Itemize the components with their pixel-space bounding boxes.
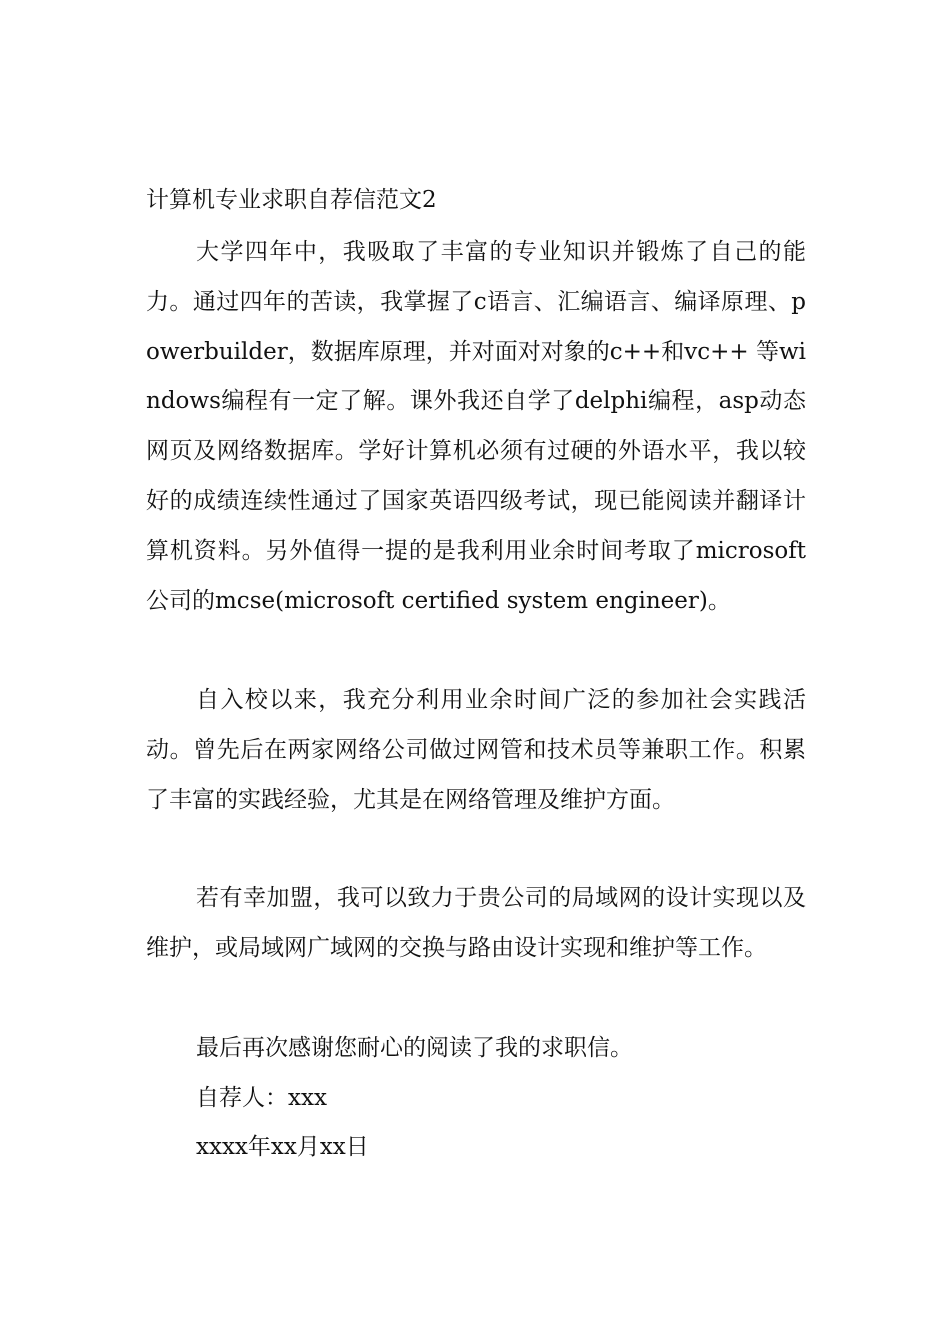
paragraph-goal: 若有幸加盟，我可以致力于贵公司的局域网的设计实现以及维护，或局域网广域网的交换与路由设计实现和维护等工作。 (146, 885, 806, 961)
paragraph-education: 大学四年中，我吸取了丰富的专业知识并锻炼了自己的能力。通过四年的苦读，我掌握了c语言、汇编语言、编译原理、powerbuilder，数据库原理，并对面对对象的c++和vc++ 等windows编程有一定了解。课外我还自学了delphi编程，asp动态网页及网络数据库。学好计算机必须有过硬的外语水平，我以较好的成绩连续性通过了国家英语四级考试，现已能阅读并翻译计算机资料。另外值得一提的是我利用业余时间考取了microsoft 公司的mcse(microsoft certified system engineer)。 (146, 239, 806, 614)
document-title: 计算机专业求职自荐信范文2 (146, 187, 437, 213)
date-line: xxxx年xx月xx日 (196, 1134, 369, 1160)
signer-line: 自荐人：xxx (196, 1085, 327, 1111)
closing-line: 最后再次感谢您耐心的阅读了我的求职信。 (196, 1035, 633, 1061)
paragraph-practice: 自入校以来，我充分利用业余时间广泛的参加社会实践活动。曾先后在两家网络公司做过网管和技术员等兼职工作。积累了丰富的实践经验，尤其是在网络管理及维护方面。 (146, 687, 806, 813)
